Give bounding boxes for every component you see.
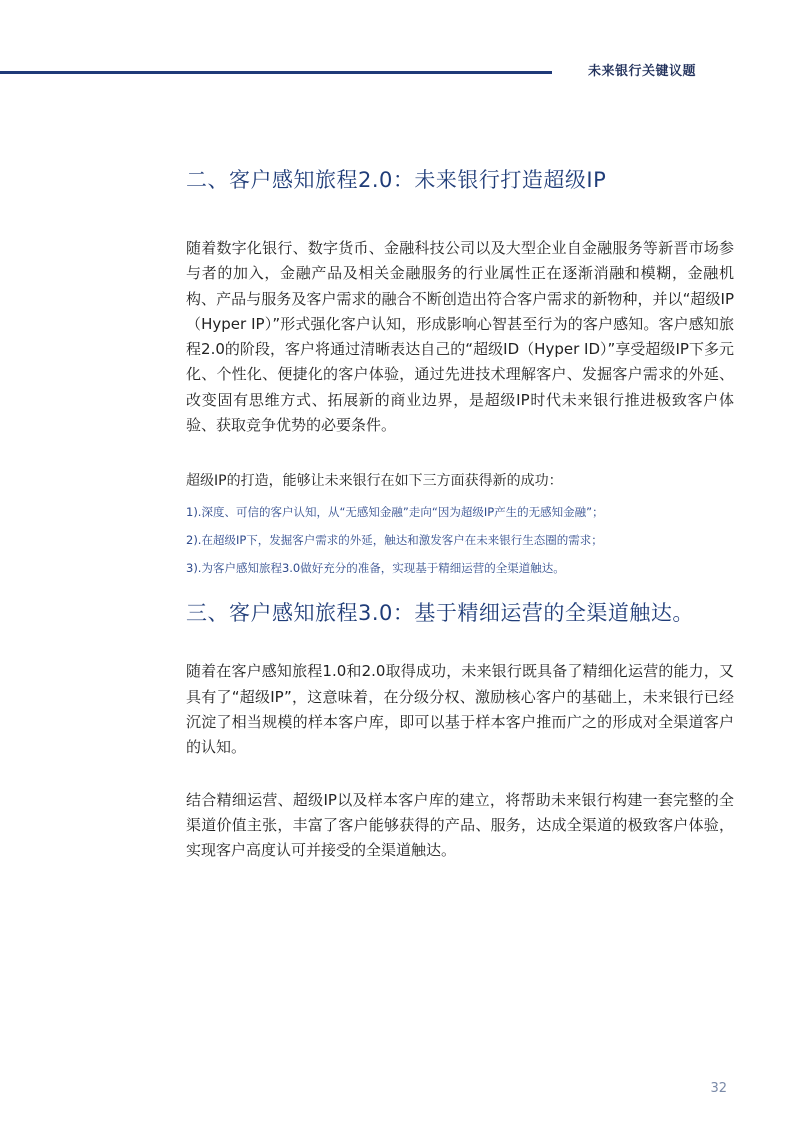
section-2-paragraph: 随着数字化银行、数字货币、金融科技公司以及大型企业自金融服务等新晋市场参与者的加入，金融产品及相关金融服务的行业属性正在逐渐消融和模糊，金融机构、产品与服务及客户需求的融合不断创造出符合客户需求的新物种，并以“超级IP（Hyper IP）”形式强化客户认知，形成影响心智甚至行为的客户感知。客户感知旅程2.0的阶段，客户将通过清晰表达自己的“超级ID（Hyper ID）”享受超级IP下多元化、个性化、便捷化的客户体验，通过先进技术理解客户、发掘客户需求的外延、改变固有思维方式、拓展新的商业边界，是超级IP时代未来银行推进极致客户体验、获取竞争优势的必要条件。: [186, 239, 734, 435]
section-3-paragraph-2: 结合精细运营、超级IP以及样本客户库的建立，将帮助未来银行构建一套完整的全渠道价值主张，丰富了客户能够获得的产品、服务，达成全渠道的极致客户体验，实现客户高度认可并接受的全渠道触达。: [186, 790, 734, 860]
page-number: 32: [710, 1081, 727, 1096]
section-2-intro: 超级IP的打造，能够让未来银行在如下三方面获得新的成功：: [186, 473, 563, 490]
benefit-item-2: 2).在超级IP下，发掘客户需求的外延，触达和激发客户在未来银行生态圈的需求；: [186, 533, 603, 548]
benefit-list: [186, 504, 734, 576]
page-content: [186, 163, 734, 863]
running-header-title: 未来银行关键议题: [588, 64, 697, 79]
section-3-paragraph-1: 随着在客户感知旅程1.0和2.0取得成功，未来银行既具备了精细化运营的能力，又具有了“超级IP”，这意味着，在分级分权、激励核心客户的基础上，未来银行已经沉淀了相当规模的样本客户库，即可以基于样本客户推而广之的形成对全渠道客户的认知。: [186, 662, 734, 757]
section-2-heading: 二、客户感知旅程2.0：未来银行打造超级IP: [186, 168, 607, 192]
header-rule: [0, 71, 552, 74]
benefit-item-3: 3).为客户感知旅程3.0做好充分的准备，实现基于精细运营的全渠道触达。: [186, 561, 565, 576]
section-3-heading: 三、客户感知旅程3.0：基于精细运营的全渠道触达。: [186, 601, 694, 626]
benefit-item-1: 1).深度、可信的客户认知，从“无感知金融”走向“因为超级IP产生的无感知金融”；: [186, 505, 604, 520]
